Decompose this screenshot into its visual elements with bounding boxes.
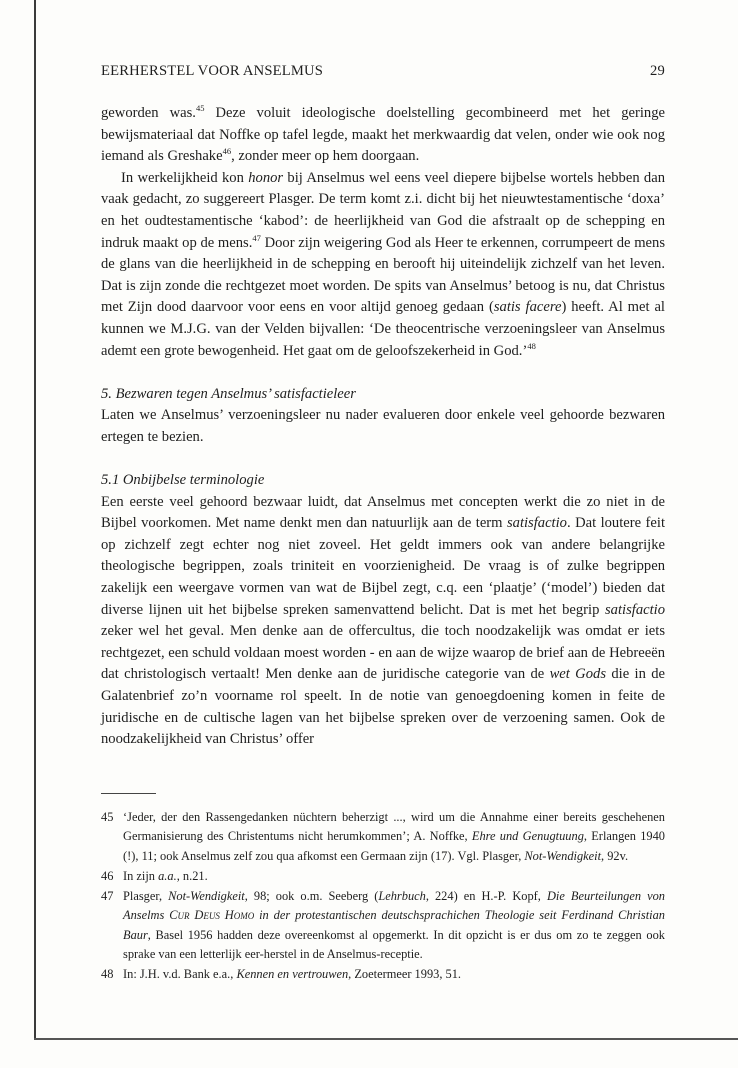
text-run: die in de Galatenbrief zo’n voorname rol speelt. In de notie van genoegdoening komen in feite de juridische en de cultische lagen van het bijbelse spreken over de verzoening samen. Ook de noodzakelijkheid van Christus’ offer <box>101 666 665 748</box>
footnotes <box>101 808 665 986</box>
text-run: Plasger, <box>123 889 169 904</box>
footnote-text <box>123 965 665 984</box>
footnote-text <box>123 808 665 866</box>
text-run: In werkelijkheid kon <box>121 169 249 186</box>
section-heading-5: 5. Bezwaren tegen Anselmus’ satisfactieleer <box>101 385 356 402</box>
italic-title: Lehrbuch <box>378 889 426 904</box>
spacer <box>101 362 665 384</box>
text-run: , n.21. <box>176 868 208 883</box>
running-title: EERHERSTEL VOOR ANSELMUS <box>101 63 324 79</box>
text-run: . Dat loutere feit op zichzelf zegt echter nog niet zoveel. Het geldt immers ook van andere belangrijke theologische begrippen, zoals triniteit en voorzienigheid. De vraag is of zulke begrippen zakelijk een weergave vormen van wat de Bijbel zegt, c.q. een ‘plaatje’ (‘model’) bieden dat diverse lijnen uit het bijbelse spreken samenvattend belicht. Dat is met het begrip <box>101 515 665 618</box>
footnote-number: 45 <box>101 810 114 824</box>
text-run: geworden was. <box>101 105 196 121</box>
paragraph-1 <box>101 103 665 168</box>
page-number: 29 <box>650 63 665 79</box>
footnote-48 <box>101 965 665 984</box>
footnote-text <box>123 887 665 964</box>
text-run: ) heeft. Al met al kunnen we M.J.G. van der Velden bijvallen: ‘De theocentrische verzoeningsleer van Anselmus ademt een grote bewogenheid. Het gaat om de geloofszekerheid in God.’ <box>101 299 665 359</box>
section-heading-5-1: 5.1 Onbijbelse terminologie <box>101 472 265 489</box>
binding-edge-line <box>34 0 36 1040</box>
text-run: In: J.H. v.d. Bank e.a., <box>123 967 237 982</box>
footnote-45 <box>101 808 665 866</box>
small-caps-title: Cur Deus Homo <box>169 908 255 923</box>
text-run: , Erlangen 1940 (!), 11; ook Anselmus zelf zou qua afkomst een Germaan zijn (17). Vgl. Plasger, <box>123 829 666 863</box>
footnote-ref-46: 46 <box>222 146 232 157</box>
italic-title: in der protestantischen deutschsprachichen Theologie seit Ferdinand Christian Baur <box>123 908 665 942</box>
running-head <box>101 63 665 80</box>
footnote-ref-45: 45 <box>195 103 205 113</box>
text-run: , 98; ook o.m. Seeberg ( <box>244 889 379 904</box>
text-run: zeker wel het geval. Men denke aan de offercultus, die toch noodzakelijk was omdat er iets rechtgezet, een schuld voldaan moest worden - en aan de wijze waarop de brief aan de Hebreeën dat christologisch vertaalt! Men denke aan de juridische categorie van de <box>101 623 665 683</box>
text-run: Een eerste veel gehoord bezwaar luidt, dat Anselmus met concepten werkt die zo niet in de Bijbel voorkomen. Met name denkt men dan natuurlijk aan de term <box>101 493 665 532</box>
text-run: In zijn <box>123 868 159 883</box>
footnote-text <box>123 867 665 886</box>
footnote-47 <box>101 887 665 964</box>
footnote-number: 47 <box>101 889 114 904</box>
text-run: , Zoetermeer 1993, 51. <box>348 967 462 982</box>
text-run: , 92v. <box>601 848 629 863</box>
footnote-46 <box>101 867 665 886</box>
text-run: , 224) en H.-P. Kopf, <box>425 889 547 904</box>
italic-title: Kennen en vertrouwen <box>236 967 349 982</box>
footnote-ref-48: 48 <box>527 340 536 351</box>
italic-term: wet Gods <box>549 666 606 683</box>
text-run: Door zijn weigering God als Heer te erkennen, corrumpeert de mens de glans van die heerlijkheid in de schepping en berooft hij uiteindelijk zichzelf van het leven. Dat is zijn zonde die rechtgezet moet worden. De spits van Anselmus’ betoog is nu, dat Christus met Zijn dood daarvoor voor eens en voor altijd genoeg gedaan ( <box>101 234 665 316</box>
footnote-number: 46 <box>101 868 114 883</box>
italic-term: honor <box>248 169 284 186</box>
page-bottom-edge-line <box>34 1038 738 1040</box>
paragraph-3: Laten we Anselmus’ verzoeningsleer nu nader evalueren door enkele veel gehoorde bezwaren ertegen te bezien. <box>101 407 665 445</box>
italic-term: satis facere <box>493 299 562 316</box>
footnote-number: 48 <box>101 967 114 982</box>
main-text <box>101 103 665 751</box>
italic-abbrev: a.a. <box>158 868 177 883</box>
italic-title: Ehre und Genugtuung <box>471 829 584 844</box>
text-run: , zonder meer op hem doorgaan. <box>231 148 420 165</box>
italic-title: Die Beurteilungen von Anselms <box>123 889 666 923</box>
paragraph-4 <box>101 492 665 751</box>
text-run: bij Anselmus wel eens veel diepere bijbelse wortels hebben dan vaak gedacht, zo suggereert Plasger. De term komt z.i. dicht bij het nieuwtestamentische ‘doxa’ en het oudtestamentische ‘kabod’: de heerlijkheid van God die afstraalt op de schepping en indruk maakt op de mens. <box>101 169 665 251</box>
text-run: Deze voluit ideologische doelstelling gecombineerd met het geringe bewijsmateriaal dat Noffke op tafel legde, maakt het merkwaardig dat velen, onder wie ook nog iemand als Greshake <box>101 105 665 165</box>
paragraph-2 <box>101 168 665 362</box>
text-run: , Basel 1956 hadden deze overeenkomst al opgemerkt. In dit opzicht is er dus om zo te zeggen ook sprake van een letterlijk eer-herstel in de Anselmus-receptie. <box>123 927 665 962</box>
italic-title: Not-Wendigkeit <box>524 848 602 863</box>
text-run: ‘Jeder, der den Rassengedanken nüchtern beherzigt ..., wird um die Annahme einer bereits geschehenen Germanisierung des Christentums nicht herumkommen’; A. Noffke, <box>123 810 665 844</box>
footnote-ref-47: 47 <box>252 232 261 243</box>
italic-term: satisfactio <box>605 601 665 618</box>
italic-title: Not-Wendigkeit <box>168 889 245 904</box>
italic-term: satisfactio <box>506 515 567 532</box>
spacer <box>101 449 665 471</box>
footnote-separator <box>101 793 156 794</box>
